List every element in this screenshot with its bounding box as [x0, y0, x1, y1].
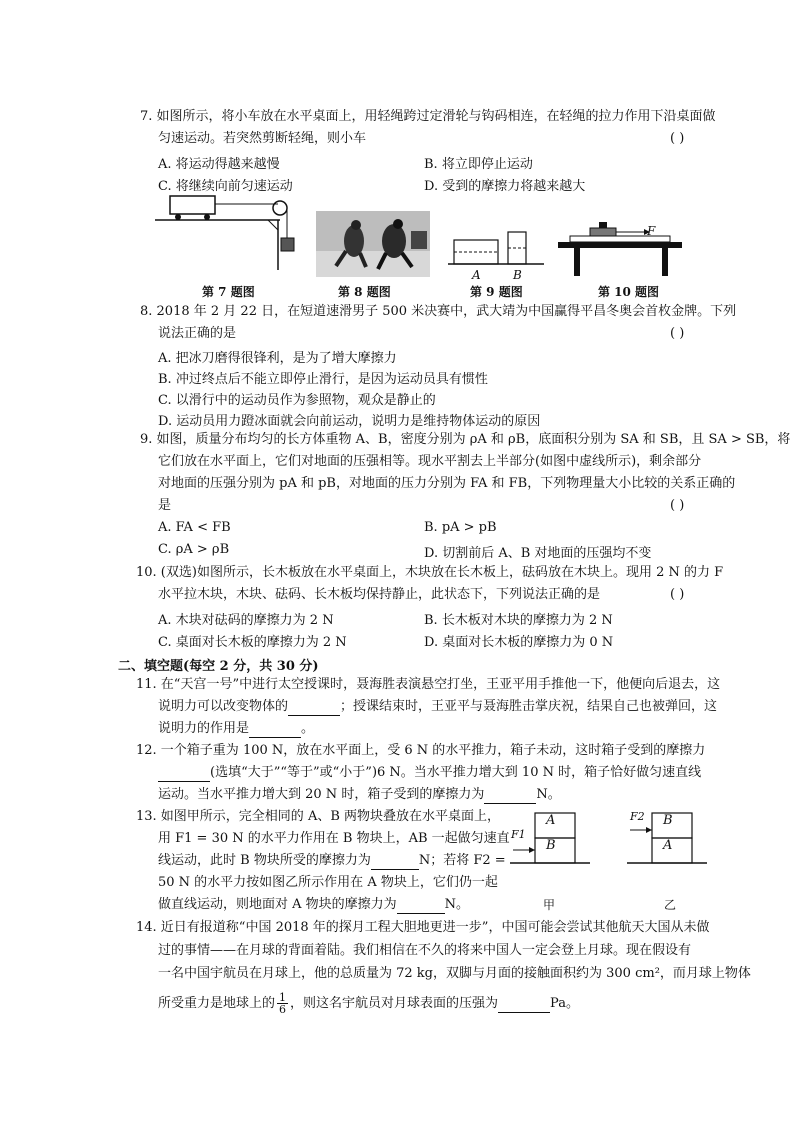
q10-option-d: D. 桌面对长木板的摩擦力为 0 N	[424, 635, 614, 650]
q14-stem-line1: 14. 近日有报道称“中国 2018 年的探月工程大胆地更进一步”，中国可能会尝试其他航天大国从未做	[136, 920, 710, 935]
q9-answer-paren: ( )	[670, 498, 685, 513]
figure-13-jia-block-b: B	[546, 838, 556, 853]
figure-8-speed-skaters-photo	[316, 211, 430, 277]
figure-9-label-a: A	[472, 268, 481, 282]
q8-option-a: A. 把冰刀磨得很锋利，是为了增大摩擦力	[158, 351, 397, 366]
q12-stem-line1: 12. 一个箱子重为 100 N，放在水平面上，受 6 N 的水平推力，箱子未动，这时箱子受到的摩擦力	[136, 743, 706, 758]
caption-figure-7: 第 7 题图	[202, 285, 255, 299]
q10-stem-line2: 水平拉木块，木块、砝码、长木板均保持静止，此状态下，下列说法正确的是	[158, 587, 601, 602]
q13-blank-1[interactable]	[371, 853, 419, 870]
q9-option-d: D. 切割前后 A、B 对地面的压强均不变	[424, 546, 652, 561]
q12-stem-line3	[158, 787, 561, 804]
q9-stem-line3: 对地面的压强分别为 pA 和 pB，对地面的压力分别为 FA 和 FB，下列物理量大小比较的关系正确的	[158, 476, 736, 491]
figure-13-force-f1: F1	[511, 828, 526, 841]
q11-stem-line2	[158, 699, 717, 716]
q14-stem-line4	[158, 992, 579, 1015]
q14-line4-text-a: 所受重力是地球上的	[158, 996, 276, 1011]
q13-stem-line2: 用 F1 = 30 N 的水平力作用在 B 物块上，AB 一起做匀速直	[158, 831, 510, 846]
q11-line2-text-b: ；授课结束时，王亚平与聂海胜击掌庆祝，结果自己也被弹回，这	[340, 699, 718, 714]
q10-stem-line1: 10. (双选)如图所示，长木板放在水平桌面上，木块放在长木板上，砝码放在木块上。现用 2 N 的力 F	[136, 565, 724, 580]
q8-option-b: B. 冲过终点后不能立即停止滑行，是因为运动员具有惯性	[158, 372, 488, 387]
q10-answer-paren: ( )	[670, 587, 685, 602]
figure-13-yi-block-b: B	[663, 813, 673, 828]
q14-blank[interactable]	[498, 996, 550, 1013]
figure-13-caption-jia: 甲	[543, 898, 556, 912]
q14-fraction-numerator: 1	[279, 991, 287, 1004]
q9-option-b: B. pA > pB	[424, 520, 497, 535]
figure-7-cart-pulley	[150, 190, 300, 275]
q12-blank-2[interactable]	[484, 787, 536, 804]
figure-10-board-block	[556, 212, 686, 278]
q11-stem-line3	[158, 721, 314, 738]
q7-stem-line1: 7. 如图所示，将小车放在水平桌面上，用轻绳跨过定滑轮与钩码相连，在轻绳的拉力作用下沿桌面做	[140, 109, 716, 124]
q11-line2-text-a: 说明力可以改变物体的	[158, 699, 289, 714]
q9-option-c: C. ρA > ρB	[158, 542, 230, 557]
figure-13-yi-block-a: A	[663, 838, 673, 853]
figure-9-blocks	[446, 222, 546, 270]
q10-option-a: A. 木块对砝码的摩擦力为 2 N	[158, 613, 334, 628]
q13-line3-text-b: N；若将 F2 =	[418, 853, 506, 868]
q9-stem-line4: 是	[158, 498, 172, 513]
q13-line5-text-a: 做直线运动，则地面对 A 物块的摩擦力为	[158, 897, 397, 912]
figure-13-jia-block-a: A	[546, 813, 556, 828]
caption-figure-10: 第 10 题图	[598, 285, 660, 299]
q10-option-c: C. 桌面对长木板的摩擦力为 2 N	[158, 635, 347, 650]
q14-line4-text-b: ，则这名宇航员对月球表面的压强为	[290, 996, 499, 1011]
q8-stem-line2: 说法正确的是	[158, 326, 237, 341]
q12-line2-text: (选填“大于”“等于”或“小于”)6 N。当水平推力增大到 10 N 时，箱子恰好做匀速直线	[210, 765, 702, 780]
q8-answer-paren: ( )	[670, 326, 685, 341]
q7-option-b: B. 将立即停止运动	[424, 157, 533, 172]
q12-blank-1[interactable]	[158, 765, 210, 782]
figure-9-label-b: B	[513, 268, 522, 282]
q8-option-d: D. 运动员用力蹬冰面就会向前运动，说明力是维持物体运动的原因	[158, 414, 541, 429]
q7-stem-line2: 匀速运动。若突然剪断轻绳，则小车	[158, 131, 367, 146]
q9-stem-line1: 9. 如图，质量分布均匀的长方体重物 A、B，密度分别为 ρA 和 ρB，底面积分别为 SA 和 SB，且 SA > SB，将	[140, 432, 791, 447]
caption-figure-9: 第 9 题图	[470, 285, 523, 299]
q7-answer-paren: ( )	[670, 131, 685, 146]
q13-stem-line1: 13. 如图甲所示，完全相同的 A、B 两物块叠放在水平桌面上，	[136, 809, 501, 824]
q13-line3-text-a: 线运动，此时 B 物块所受的摩擦力为	[158, 853, 371, 868]
q13-stem-line5	[158, 897, 469, 914]
q7-option-a: A. 将运动得越来越慢	[158, 157, 280, 172]
q10-option-b: B. 长木板对木块的摩擦力为 2 N	[424, 613, 613, 628]
q9-option-a: A. FA < FB	[158, 520, 231, 535]
q12-line3-text-b: N。	[536, 787, 561, 802]
q14-stem-line3: 一名中国宇航员在月球上，他的总质量为 72 kg，双脚与月面的接触面积约为 300 cm²，而月球上物体	[158, 966, 751, 981]
q14-fraction-denominator: 6	[279, 1003, 287, 1016]
q13-line5-text-b: N。	[444, 897, 470, 912]
q11-stem-line1: 11. 在“天宫一号”中进行太空授课时，聂海胜表演悬空打坐，王亚平用手推他一下，他便向后退去，这	[136, 677, 721, 692]
q14-fraction	[277, 992, 288, 1015]
q12-line3-text-a: 运动。当水平推力增大到 20 N 时，箱子受到的摩擦力为	[158, 787, 485, 802]
q11-line3-text-a: 说明力的作用是	[158, 721, 250, 736]
q11-blank-1[interactable]	[288, 699, 340, 716]
figure-10-force-label: F	[647, 224, 656, 238]
q8-stem-line1: 8. 2018 年 2 月 22 日，在短道速滑男子 500 米决赛中，武大靖为中国赢得平昌冬奥会首枚金牌。下列	[140, 304, 737, 319]
q14-line4-text-c: Pa。	[550, 996, 579, 1011]
q13-stem-line4: 50 N 的水平力按如图乙所示作用在 A 物块上，它们仍一起	[158, 875, 498, 890]
section-heading-fill-in: 二、填空题(每空 2 分，共 30 分)	[118, 659, 319, 674]
q14-stem-line2: 过的事情——在月球的背面着陆。我们相信在不久的将来中国人一定会登上月球。现在假设有	[158, 943, 692, 958]
q7-option-d: D. 受到的摩擦力将越来越大	[424, 179, 586, 194]
q12-stem-line2	[158, 765, 701, 782]
q11-blank-2[interactable]	[249, 721, 301, 738]
caption-figure-8: 第 8 题图	[338, 285, 391, 299]
q13-stem-line3	[158, 853, 506, 870]
q13-blank-2[interactable]	[397, 897, 445, 914]
q9-stem-line2: 它们放在水平面上，它们对地面的压强相等。现水平割去上半部分(如图中虚线所示)，剩余部分	[158, 454, 702, 469]
q8-option-c: C. 以滑行中的运动员作为参照物，观众是静止的	[158, 393, 436, 408]
figure-13-force-f2: F2	[630, 810, 645, 823]
figure-13-caption-yi: 乙	[664, 898, 677, 912]
q11-line3-text-b: 。	[301, 721, 315, 736]
q7-option-c: C. 将继续向前匀速运动	[158, 179, 293, 194]
